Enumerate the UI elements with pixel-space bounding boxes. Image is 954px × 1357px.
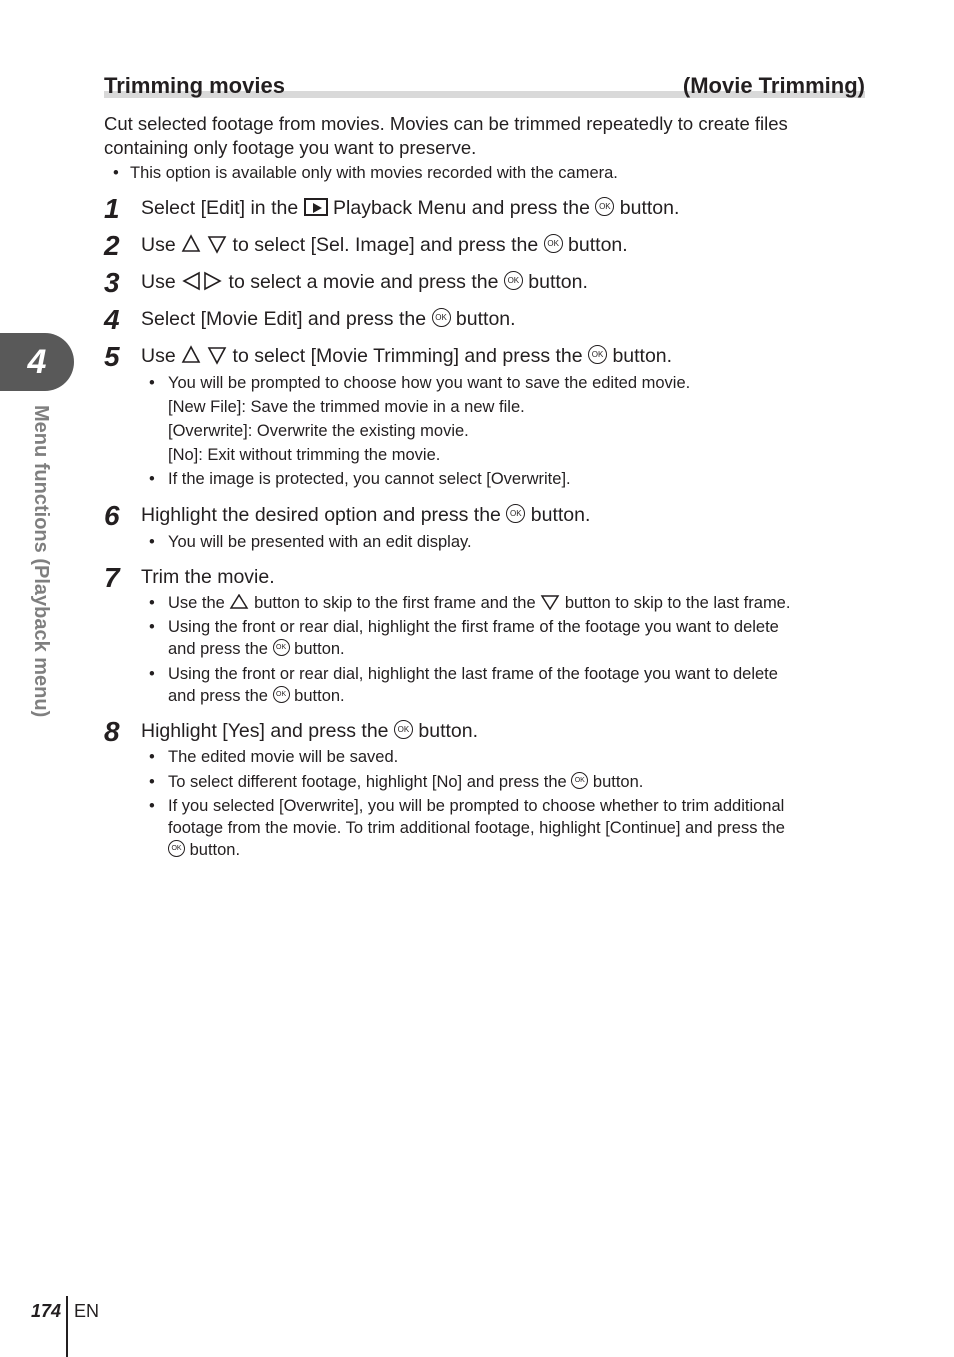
note-text: and press the — [168, 640, 268, 658]
language-code: EN — [74, 1301, 100, 1321]
list-item — [149, 771, 869, 793]
ok-button-icon: OK — [394, 720, 413, 739]
left-right-arrows-icon — [181, 271, 223, 291]
step-number: 3 — [104, 267, 120, 298]
up-arrow-icon — [229, 594, 249, 610]
note-text: If you selected [Overwrite], you will be prompted to choose whether to trim additional — [168, 797, 785, 815]
page-number: 174 — [31, 1301, 62, 1321]
note-text: button. — [294, 687, 345, 705]
bullet: • — [113, 164, 119, 182]
ok-button-icon: OK — [571, 772, 588, 789]
step-text — [141, 718, 478, 744]
step-text-part: Use — [141, 271, 176, 293]
note-text: button. — [294, 640, 345, 658]
note-text: You will be presented with an edit display. — [168, 533, 472, 551]
step-6-notes — [149, 531, 869, 553]
bullet: • — [149, 470, 155, 488]
step-text — [141, 195, 679, 221]
ok-button-icon: OK — [273, 639, 290, 656]
step-text-part: Use — [141, 234, 176, 256]
list-item — [149, 468, 869, 490]
list-item — [149, 663, 869, 707]
step-text-part: Use — [141, 345, 176, 367]
step-text — [141, 232, 628, 258]
bullet: • — [149, 665, 155, 683]
option-no: [No]: Exit without trimming the movie. — [168, 446, 441, 464]
list-item — [149, 616, 869, 660]
step-text-part: to select [Movie Trimming] and press the — [232, 345, 583, 367]
step-7-notes — [149, 592, 869, 707]
note-text: button. — [189, 841, 241, 859]
note-text: footage from the movie. To trim additional footage, highlight [Continue] and press the — [168, 819, 785, 837]
note-text: button. — [592, 773, 644, 791]
step-number: 8 — [104, 716, 120, 747]
ok-button-icon: OK — [595, 197, 614, 216]
note-text: button to skip to the first frame and the — [254, 594, 536, 612]
step-text-part: button. — [528, 271, 588, 293]
list-item — [149, 795, 869, 861]
step-text-part: Playback Menu and press the — [333, 197, 590, 219]
section-header — [104, 72, 865, 100]
ok-button-icon: OK — [432, 308, 451, 327]
step-number: 2 — [104, 230, 120, 261]
ok-button-icon: OK — [506, 504, 525, 523]
step-text-part: Highlight [Yes] and press the — [141, 720, 389, 742]
intro-note-text: This option is available only with movies recorded with the camera. — [130, 164, 618, 182]
ok-button-icon: OK — [504, 271, 523, 290]
step-number: 1 — [104, 193, 120, 224]
step-text — [141, 343, 672, 369]
note-text: To select different footage, highlight [No] and press the — [168, 773, 567, 791]
list-item — [149, 592, 869, 614]
step-text: Trim the movie. — [141, 566, 275, 588]
ok-button-icon: OK — [273, 686, 290, 703]
step-text-part: button. — [455, 308, 516, 330]
bullet: • — [149, 533, 155, 551]
step-text-part: button. — [568, 234, 628, 256]
ok-button-icon: OK — [588, 345, 607, 364]
intro-note — [113, 162, 618, 184]
note-text: Use the — [168, 594, 225, 612]
step-text-part: button. — [612, 345, 673, 367]
note-text: Using the front or rear dial, highlight the last frame of the footage you want to delete — [168, 665, 778, 683]
list-item — [149, 531, 869, 553]
section-title: Trimming movies — [104, 73, 285, 98]
step-text-part: to select [Sel. Image] and press the — [232, 234, 539, 256]
ok-button-icon: OK — [168, 840, 185, 857]
note-text: The edited movie will be saved. — [168, 748, 399, 766]
step-5-notes — [149, 372, 869, 490]
step-number: 5 — [104, 341, 120, 372]
list-item — [149, 372, 869, 394]
step-text — [141, 502, 590, 528]
step-text-part: button. — [418, 720, 479, 742]
step-text-part: Select [Edit] in the — [141, 197, 299, 219]
step-text — [141, 306, 516, 332]
bullet: • — [149, 618, 155, 636]
up-down-arrows-icon — [181, 234, 227, 254]
option-overwrite: [Overwrite]: Overwrite the existing movie. — [168, 422, 469, 440]
step-number: 6 — [104, 500, 120, 531]
chapter-number: 4 — [27, 343, 47, 381]
bullet: • — [149, 748, 155, 766]
step-text-part: button. — [619, 197, 680, 219]
bullet: • — [149, 594, 155, 612]
note-text: You will be prompted to choose how you want to save the edited movie. — [168, 374, 691, 392]
chapter-tab — [0, 333, 74, 391]
option-new-file: [New File]: Save the trimmed movie in a new file. — [168, 398, 525, 416]
step-8-notes — [149, 746, 869, 861]
ok-button-icon: OK — [544, 234, 563, 253]
playback-icon — [304, 198, 328, 216]
note-text: and press the — [168, 687, 268, 705]
step-text-part: button. — [530, 504, 591, 526]
step-text-part: Highlight the desired option and press the — [141, 504, 501, 526]
section-subtitle: (Movie Trimming) — [682, 73, 865, 98]
bullet: • — [149, 773, 155, 791]
list-item — [149, 746, 869, 768]
down-arrow-icon — [540, 594, 560, 610]
step-text — [141, 269, 588, 295]
up-down-arrows-icon — [181, 345, 227, 365]
footer-divider — [66, 1296, 68, 1357]
step-number: 4 — [104, 304, 120, 335]
bullet: • — [149, 374, 155, 392]
note-text: If the image is protected, you cannot select [Overwrite]. — [168, 470, 571, 488]
intro-paragraph: Cut selected footage from movies. Movies can be trimmed repeatedly to create files containing only footage you want to preserve. — [104, 113, 788, 158]
note-text: Using the front or rear dial, highlight the first frame of the footage you want to delete — [168, 618, 779, 636]
note-text: button to skip to the last frame. — [564, 594, 791, 612]
step-text-part: to select a movie and press the — [228, 271, 499, 293]
chapter-label: Menu functions (Playback menu) — [30, 405, 52, 718]
step-number: 7 — [104, 562, 120, 593]
bullet: • — [149, 797, 155, 815]
step-text-part: Select [Movie Edit] and press the — [141, 308, 427, 330]
